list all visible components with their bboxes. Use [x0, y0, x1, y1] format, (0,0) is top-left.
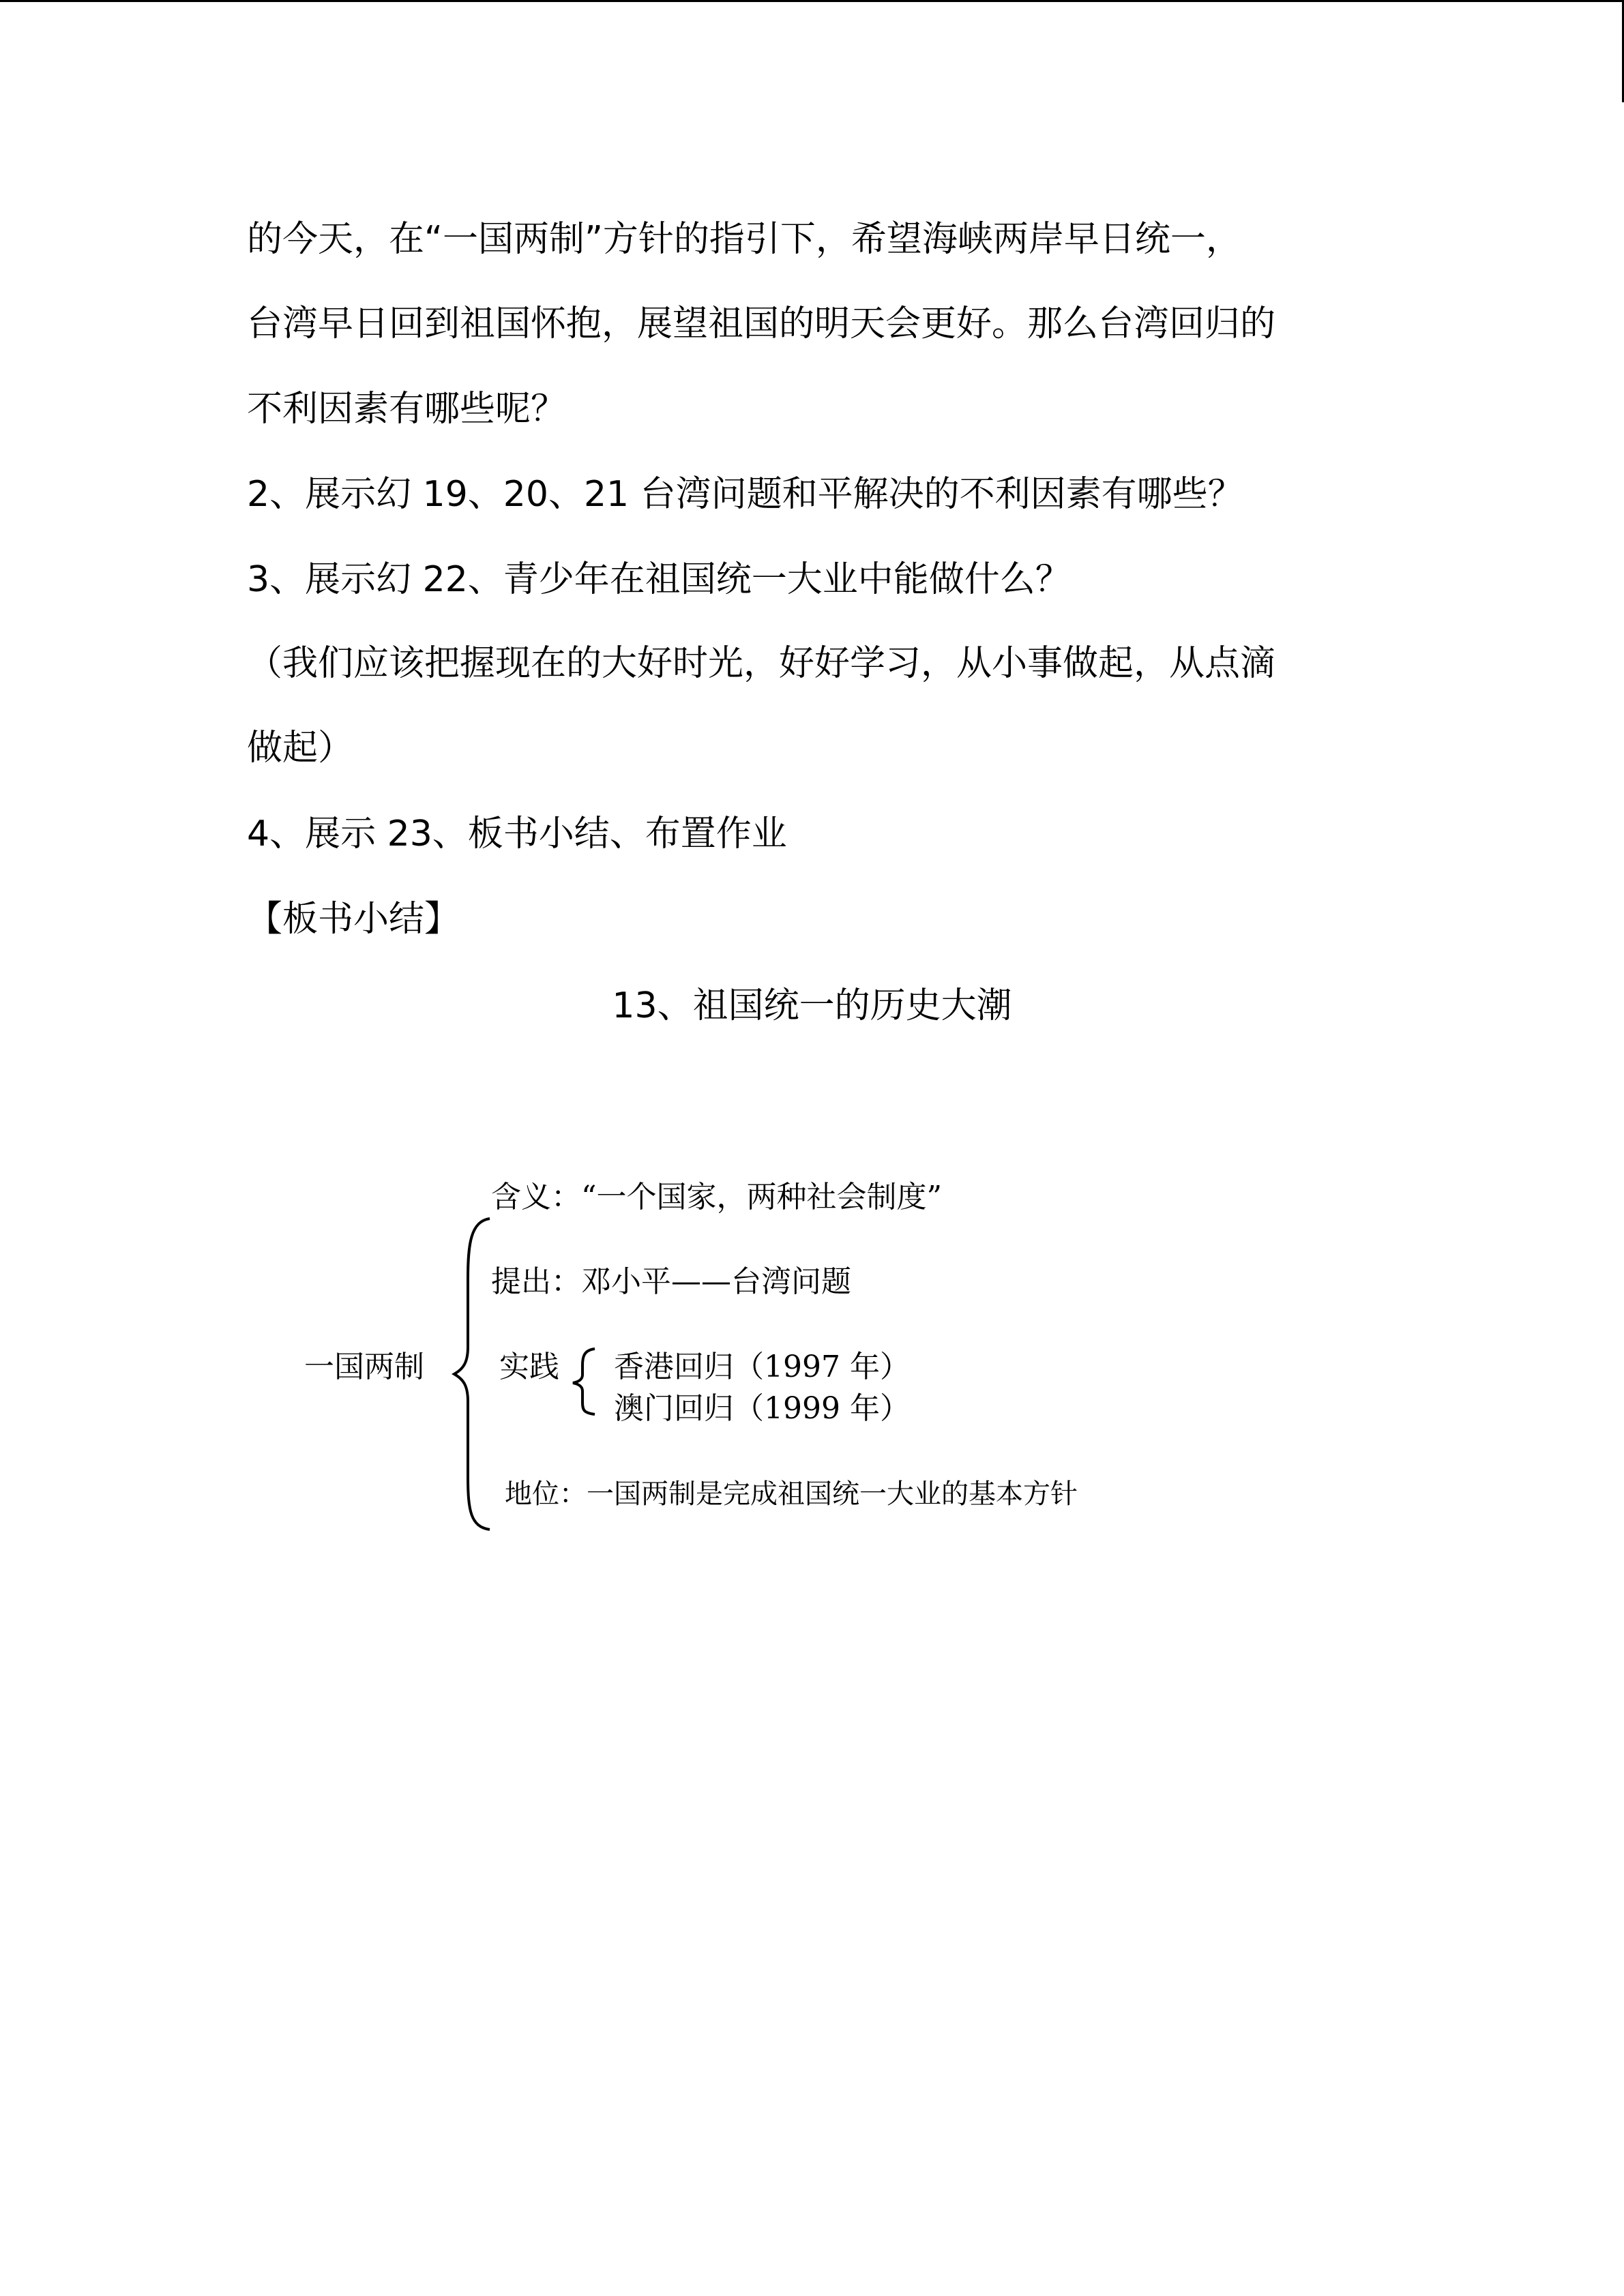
paragraph-line: （我们应该把握现在的大好时光，好好学习，从小事做起，从点滴	[247, 643, 1276, 684]
list-item: 4、展示 23、板书小结、布置作业	[247, 814, 787, 854]
paragraph-line: 不利因素有哪些呢？	[247, 389, 567, 430]
lesson-title: 13、祖国统一的历史大潮	[612, 985, 1012, 1026]
diagram-practice-item: 澳门回归（1999 年）	[614, 1391, 910, 1426]
diagram-root: 一国两制	[304, 1350, 424, 1384]
list-item: 3、展示幻 22、青少年在祖国统一大业中能做什么？	[247, 559, 1071, 600]
diagram-practice-item: 香港回归（1997 年）	[614, 1350, 910, 1384]
diagram-proposal: 提出：邓小平——台湾问题	[491, 1264, 851, 1299]
section-heading: 【板书小结】	[247, 899, 460, 940]
diagram-status: 地位：一国两制是完成祖国统一大业的基本方针	[505, 1478, 1078, 1510]
paragraph-line: 的今天，在“一国两制”方针的指引下，希望海峡两岸早日统一，	[247, 219, 1241, 260]
left-brace-small-icon	[570, 1347, 597, 1416]
left-brace-icon	[450, 1217, 491, 1531]
diagram-meaning: 含义：“一个国家，两种社会制度”	[491, 1180, 942, 1214]
page-top-border	[0, 0, 1624, 2]
diagram-practice-label: 实践	[499, 1350, 559, 1384]
paragraph-line: 台湾早日回到祖国怀抱，展望祖国的明天会更好。那么台湾回归的	[247, 303, 1276, 344]
list-item: 2、展示幻 19、20、21 台湾问题和平解决的不利因素有哪些？	[247, 474, 1243, 515]
paragraph-line: 做起）	[247, 728, 354, 769]
